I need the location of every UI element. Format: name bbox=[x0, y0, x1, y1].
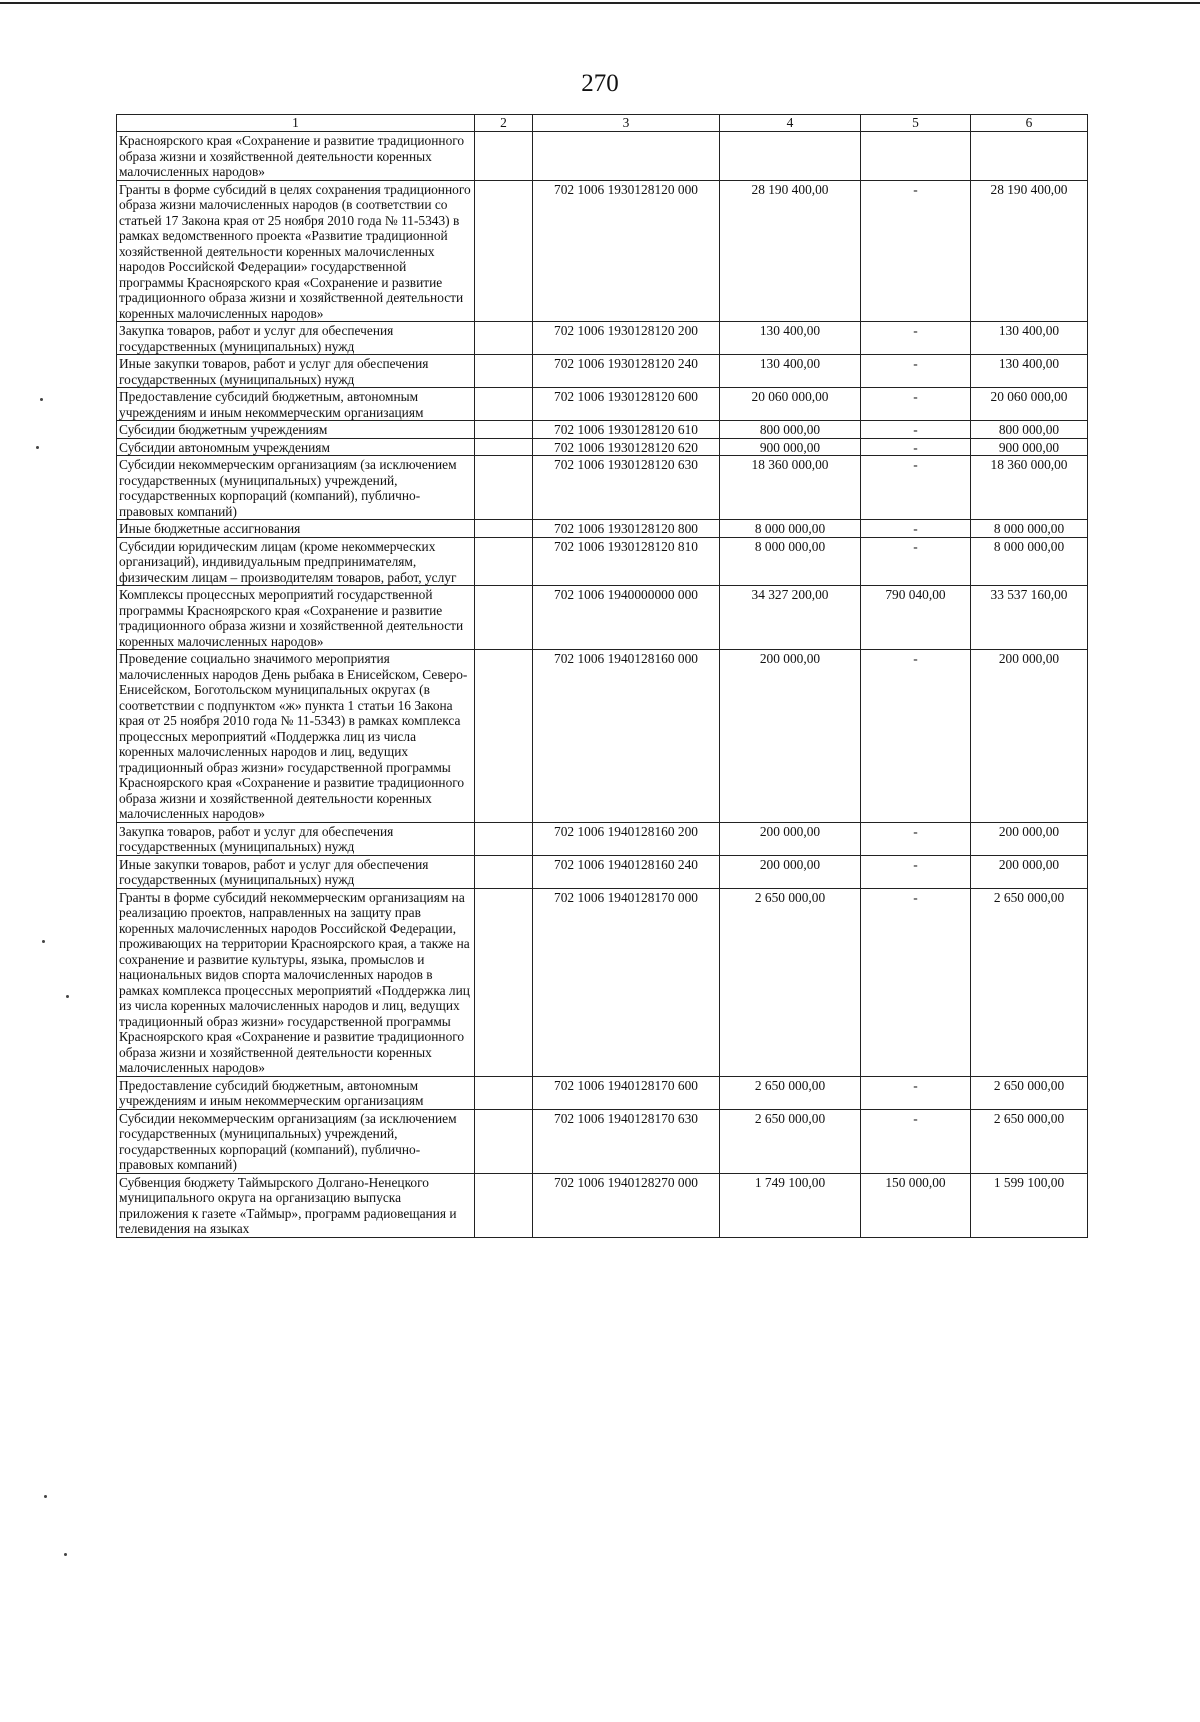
row-col2 bbox=[475, 180, 533, 322]
amount-change: - bbox=[861, 822, 971, 855]
row-col2 bbox=[475, 586, 533, 650]
table-row bbox=[117, 388, 1088, 421]
row-col2 bbox=[475, 456, 533, 520]
amount-total: 200 000,00 bbox=[971, 650, 1088, 823]
amount-change: - bbox=[861, 388, 971, 421]
row-name: Субсидии некоммерческим организациям (за исключением государственных (муниципальных) учреждений, государственных корпораций (компаний), публично-правовых компаний) bbox=[117, 456, 475, 520]
row-name: Проведение социально значимого мероприятия малочисленных народов День рыбака в Енисейском, Северо-Енисейском, Боготольском муниципальных округах (в соответствии с подпунктом «ж» пункта 1 статьи 16 Закона края от 25 ноября 2010 года № 11-5343) в рамках комплекса процессных мероприятий «Поддержка лиц из числа коренных малочисленных народов и лиц, ведущих традиционный образ жизни» государственной программы Красноярского края «Сохранение и развитие традиционного образа жизни и хозяйственной деятельности коренных малочисленных народов» bbox=[117, 650, 475, 823]
table-row bbox=[117, 650, 1088, 823]
amount-change: - bbox=[861, 520, 971, 538]
budget-code: 702 1006 1940128160 200 bbox=[533, 822, 720, 855]
amount-approved: 200 000,00 bbox=[720, 822, 861, 855]
amount-total: 900 000,00 bbox=[971, 438, 1088, 456]
budget-code bbox=[533, 132, 720, 181]
amount-change: - bbox=[861, 456, 971, 520]
table-row bbox=[117, 322, 1088, 355]
table-row bbox=[117, 132, 1088, 181]
amount-total: 130 400,00 bbox=[971, 355, 1088, 388]
row-col2 bbox=[475, 388, 533, 421]
scan-mark bbox=[42, 940, 45, 943]
column-header: 6 bbox=[971, 115, 1088, 132]
amount-change: 790 040,00 bbox=[861, 586, 971, 650]
table-row bbox=[117, 888, 1088, 1076]
amount-total: 33 537 160,00 bbox=[971, 586, 1088, 650]
scan-mark bbox=[36, 446, 39, 449]
budget-code: 702 1006 1940128160 240 bbox=[533, 855, 720, 888]
amount-total: 2 650 000,00 bbox=[971, 1076, 1088, 1109]
row-col2 bbox=[475, 822, 533, 855]
budget-code: 702 1006 1930128120 240 bbox=[533, 355, 720, 388]
budget-code: 702 1006 1940128170 000 bbox=[533, 888, 720, 1076]
budget-code: 702 1006 1930128120 200 bbox=[533, 322, 720, 355]
amount-change: - bbox=[861, 650, 971, 823]
amount-approved: 8 000 000,00 bbox=[720, 520, 861, 538]
amount-change: - bbox=[861, 1109, 971, 1173]
row-name: Комплексы процессных мероприятий государственной программы Красноярского края «Сохранение и развитие традиционного образа жизни и хозяйственной деятельности коренных малочисленных народов» bbox=[117, 586, 475, 650]
amount-change: - bbox=[861, 1076, 971, 1109]
amount-change: - bbox=[861, 421, 971, 439]
amount-total: 8 000 000,00 bbox=[971, 520, 1088, 538]
amount-approved bbox=[720, 132, 861, 181]
table-row bbox=[117, 520, 1088, 538]
amount-approved: 200 000,00 bbox=[720, 855, 861, 888]
top-rule bbox=[0, 2, 1200, 4]
amount-total: 28 190 400,00 bbox=[971, 180, 1088, 322]
amount-approved: 200 000,00 bbox=[720, 650, 861, 823]
table-row bbox=[117, 1173, 1088, 1237]
row-col2 bbox=[475, 888, 533, 1076]
amount-change: - bbox=[861, 355, 971, 388]
scan-mark bbox=[66, 995, 69, 998]
row-name: Гранты в форме субсидий в целях сохранения традиционного образа жизни малочисленных народов (в соответствии со статьей 17 Закона края от 25 ноября 2010 года № 11-5343) в рамках ведомственного проекта «Развитие традиционной хозяйственной деятельности коренных малочисленных народов Российской Федерации» государственной программы Красноярского края «Сохранение и развитие традиционного образа жизни и хозяйственной деятельности коренных малочисленных народов» bbox=[117, 180, 475, 322]
amount-total: 20 060 000,00 bbox=[971, 388, 1088, 421]
row-name: Субсидии некоммерческим организациям (за исключением государственных (муниципальных) учреждений, государственных корпораций (компаний), публично-правовых компаний) bbox=[117, 1109, 475, 1173]
column-number-row bbox=[117, 115, 1088, 132]
column-header: 2 bbox=[475, 115, 533, 132]
table-body bbox=[117, 132, 1088, 1238]
amount-approved: 800 000,00 bbox=[720, 421, 861, 439]
row-name: Предоставление субсидий бюджетным, автономным учреждениям и иным некоммерческим организациям bbox=[117, 388, 475, 421]
budget-code: 702 1006 1930128120 810 bbox=[533, 537, 720, 586]
budget-code: 702 1006 1940128170 630 bbox=[533, 1109, 720, 1173]
row-name: Субсидии юридическим лицам (кроме некоммерческих организаций), индивидуальным предпринимателям, физическим лицам – производителям товаров, работ, услуг bbox=[117, 537, 475, 586]
table-row bbox=[117, 1076, 1088, 1109]
amount-total: 800 000,00 bbox=[971, 421, 1088, 439]
row-col2 bbox=[475, 650, 533, 823]
scan-mark bbox=[64, 1553, 67, 1556]
budget-code: 702 1006 1930128120 620 bbox=[533, 438, 720, 456]
table-row bbox=[117, 822, 1088, 855]
budget-code: 702 1006 1940128170 600 bbox=[533, 1076, 720, 1109]
amount-approved: 2 650 000,00 bbox=[720, 888, 861, 1076]
row-name: Закупка товаров, работ и услуг для обеспечения государственных (муниципальных) нужд bbox=[117, 322, 475, 355]
amount-total: 8 000 000,00 bbox=[971, 537, 1088, 586]
amount-approved: 18 360 000,00 bbox=[720, 456, 861, 520]
budget-code: 702 1006 1930128120 000 bbox=[533, 180, 720, 322]
row-name: Закупка товаров, работ и услуг для обеспечения государственных (муниципальных) нужд bbox=[117, 822, 475, 855]
amount-approved: 20 060 000,00 bbox=[720, 388, 861, 421]
budget-code: 702 1006 1930128120 630 bbox=[533, 456, 720, 520]
row-col2 bbox=[475, 855, 533, 888]
table-row bbox=[117, 855, 1088, 888]
amount-change: - bbox=[861, 438, 971, 456]
budget-code: 702 1006 1940128160 000 bbox=[533, 650, 720, 823]
scan-mark bbox=[44, 1495, 47, 1498]
row-col2 bbox=[475, 132, 533, 181]
row-name: Красноярского края «Сохранение и развитие традиционного образа жизни и хозяйственной деятельности коренных малочисленных народов» bbox=[117, 132, 475, 181]
amount-change: - bbox=[861, 537, 971, 586]
row-col2 bbox=[475, 355, 533, 388]
amount-change: 150 000,00 bbox=[861, 1173, 971, 1237]
table-row bbox=[117, 355, 1088, 388]
amount-change: - bbox=[861, 855, 971, 888]
table-row bbox=[117, 586, 1088, 650]
amount-change: - bbox=[861, 888, 971, 1076]
budget-table bbox=[116, 114, 1088, 1238]
table-row bbox=[117, 438, 1088, 456]
amount-total bbox=[971, 132, 1088, 181]
amount-total: 200 000,00 bbox=[971, 855, 1088, 888]
row-col2 bbox=[475, 438, 533, 456]
row-col2 bbox=[475, 1109, 533, 1173]
table-row bbox=[117, 421, 1088, 439]
amount-approved: 2 650 000,00 bbox=[720, 1109, 861, 1173]
row-name: Гранты в форме субсидий некоммерческим организациям на реализацию проектов, направленных на защиту прав коренных малочисленных народов Российской Федерации, проживающих на территории Красноярского края, а также на сохранение и развитие культуры, языка, промыслов и национальных видов спорта малочисленных народов в рамках комплекса процессных мероприятий «Поддержка лиц из числа коренных малочисленных народов и лиц, ведущих традиционный образ жизни» государственной программы Красноярского края «Сохранение и развитие традиционного образа жизни и хозяйственной деятельности коренных малочисленных народов» bbox=[117, 888, 475, 1076]
row-col2 bbox=[475, 537, 533, 586]
amount-approved: 28 190 400,00 bbox=[720, 180, 861, 322]
row-name: Субсидии бюджетным учреждениям bbox=[117, 421, 475, 439]
table-row bbox=[117, 1109, 1088, 1173]
column-header: 1 bbox=[117, 115, 475, 132]
row-col2 bbox=[475, 421, 533, 439]
amount-approved: 34 327 200,00 bbox=[720, 586, 861, 650]
budget-code: 702 1006 1930128120 800 bbox=[533, 520, 720, 538]
budget-code: 702 1006 1930128120 600 bbox=[533, 388, 720, 421]
amount-approved: 2 650 000,00 bbox=[720, 1076, 861, 1109]
amount-total: 2 650 000,00 bbox=[971, 1109, 1088, 1173]
row-col2 bbox=[475, 322, 533, 355]
scan-mark bbox=[40, 398, 43, 401]
amount-change: - bbox=[861, 322, 971, 355]
table-row bbox=[117, 537, 1088, 586]
amount-total: 1 599 100,00 bbox=[971, 1173, 1088, 1237]
amount-change bbox=[861, 132, 971, 181]
amount-approved: 130 400,00 bbox=[720, 322, 861, 355]
row-name: Субвенция бюджету Таймырского Долгано-Ненецкого муниципального округа на организацию выпуска приложения к газете «Таймыр», программ радиовещания и телевидения на языках bbox=[117, 1173, 475, 1237]
amount-total: 2 650 000,00 bbox=[971, 888, 1088, 1076]
amount-approved: 900 000,00 bbox=[720, 438, 861, 456]
row-name: Предоставление субсидий бюджетным, автономным учреждениям и иным некоммерческим организациям bbox=[117, 1076, 475, 1109]
row-col2 bbox=[475, 520, 533, 538]
row-name: Иные закупки товаров, работ и услуг для обеспечения государственных (муниципальных) нужд bbox=[117, 355, 475, 388]
table-row bbox=[117, 180, 1088, 322]
amount-approved: 130 400,00 bbox=[720, 355, 861, 388]
column-header: 3 bbox=[533, 115, 720, 132]
row-name: Субсидии автономным учреждениям bbox=[117, 438, 475, 456]
amount-change: - bbox=[861, 180, 971, 322]
column-header: 4 bbox=[720, 115, 861, 132]
row-col2 bbox=[475, 1076, 533, 1109]
amount-total: 200 000,00 bbox=[971, 822, 1088, 855]
row-name: Иные бюджетные ассигнования bbox=[117, 520, 475, 538]
row-col2 bbox=[475, 1173, 533, 1237]
table-row bbox=[117, 456, 1088, 520]
budget-code: 702 1006 1940000000 000 bbox=[533, 586, 720, 650]
amount-approved: 8 000 000,00 bbox=[720, 537, 861, 586]
amount-total: 130 400,00 bbox=[971, 322, 1088, 355]
column-header: 5 bbox=[861, 115, 971, 132]
page-number: 270 bbox=[581, 70, 619, 97]
budget-code: 702 1006 1930128120 610 bbox=[533, 421, 720, 439]
amount-approved: 1 749 100,00 bbox=[720, 1173, 861, 1237]
row-name: Иные закупки товаров, работ и услуг для обеспечения государственных (муниципальных) нужд bbox=[117, 855, 475, 888]
budget-code: 702 1006 1940128270 000 bbox=[533, 1173, 720, 1237]
amount-total: 18 360 000,00 bbox=[971, 456, 1088, 520]
